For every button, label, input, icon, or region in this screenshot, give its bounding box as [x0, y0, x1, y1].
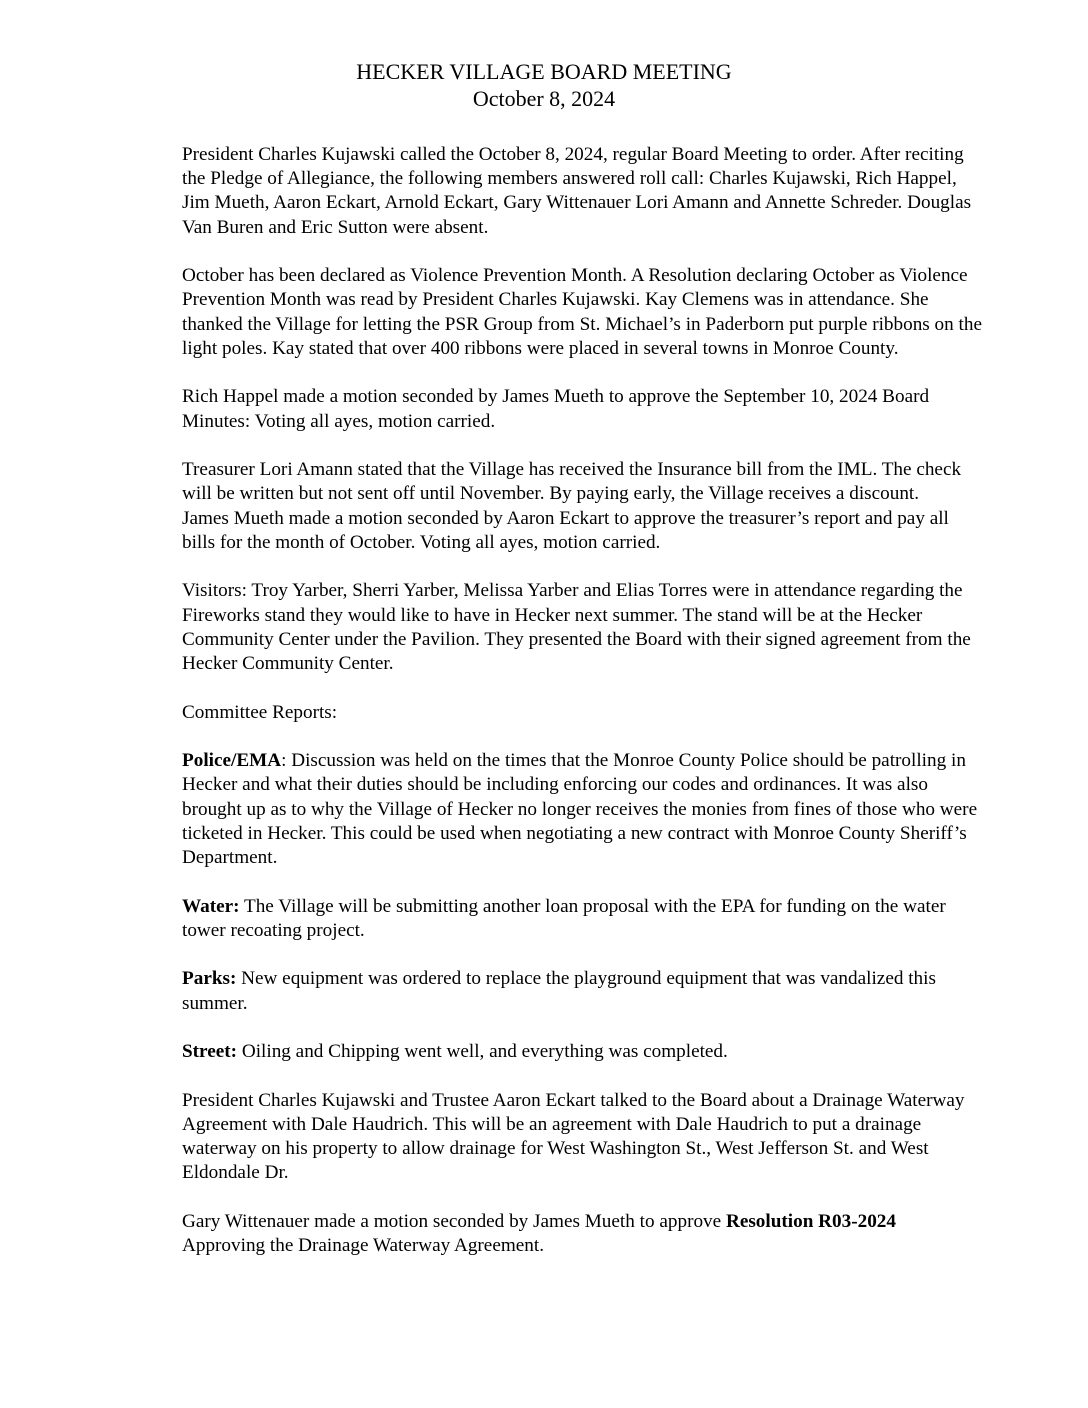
paragraph-water: [182, 895, 982, 943]
paragraph-minutes-approval: Rich Happel made a motion seconded by James Mueth to approve the September 10, 2024 Board Minutes: Voting all ayes, motion carried.: [182, 386, 930, 432]
water-label: Water:: [182, 895, 240, 917]
document-body: [182, 143, 982, 1283]
resolution-motion-end: Approving the Drainage Waterway Agreement.: [182, 1235, 545, 1257]
resolution-motion-text: Gary Wittenauer made a motion seconded by James Mueth to approve: [182, 1211, 726, 1232]
paragraph-treasurer: Treasurer Lori Amann stated that the Village has received the Insurance bill from the IML. The check will be written but not sent off until November. By paying early, the Village receives a discount.: [182, 459, 962, 505]
document-header: [0, 58, 1088, 112]
paragraph-resolution-motion: [182, 1210, 982, 1258]
paragraph-police-ema: [182, 749, 982, 870]
water-text: The Village will be submitting another loan proposal with the EPA for funding on the water tower recoating project.: [182, 895, 946, 941]
paragraph-street: [182, 1040, 982, 1064]
parks-text: New equipment was ordered to replace the playground equipment that was vandalized this summer.: [182, 968, 936, 1014]
paragraph-drainage-agreement: President Charles Kujawski and Trustee Aaron Eckart talked to the Board about a Drainage Waterway Agreement with Dale Haudrich. This will be an agreement with Dale Haudrich to put a drainage waterway on his property to allow drainage for West Washington St., West Jefferson St. and West Eldondale Dr.: [182, 1089, 965, 1184]
meeting-title: HECKER VILLAGE BOARD MEETING: [356, 59, 732, 84]
meeting-date: October 8, 2024: [472, 86, 616, 111]
police-ema-text: : Discussion was held on the times that the Monroe County Police should be patrolling in Hecker and what their duties should be including enforcing our codes and ordinances. It was also brought up as to why the Village of Hecker no longer receives the monies from fines of those who were ticketed in Hecker. This could be used when negotiating a new contract with Monroe County Sheriff’s Department.: [182, 750, 978, 869]
paragraph-violence-prevention: October has been declared as Violence Prevention Month. A Resolution declaring October as Violence Prevention Month was read by President Charles Kujawski. Kay Clemens was in attendance. She thanked the Village for letting the PSR Group from St. Michael’s in Paderborn put purple ribbons on the light poles. Kay stated that over 400 ribbons were placed in several towns in Monroe County.: [182, 265, 982, 359]
paragraph-visitors: Visitors: Troy Yarber, Sherri Yarber, Melissa Yarber and Elias Torres were in attendance regarding the Fireworks stand they would like to have in Hecker next summer. The stand will be at the Hecker Community Center under the Pavilion. They presented the Board with their signed agreement from the Hecker Community Center.: [182, 580, 971, 675]
paragraph-treasurer-motion: James Mueth made a motion seconded by Aaron Eckart to approve the treasurer’s report and pay all bills for the month of October. Voting all ayes, motion carried.: [182, 507, 949, 553]
paragraph-call-to-order: President Charles Kujawski called the October 8, 2024, regular Board Meeting to order. After reciting the Pledge of Allegiance, the following members answered roll call: Charles Kujawski, Rich Happel, Jim Mueth, Aaron Eckart, Arnold Eckart, Gary Wittenauer Lori Amann and Annette Schreder. Douglas Van Buren and Eric Sutton were absent.: [182, 144, 972, 238]
paragraph-parks: [182, 967, 982, 1015]
police-ema-label: Police/EMA: [182, 750, 282, 772]
street-label: Street:: [182, 1041, 238, 1063]
parks-label: Parks:: [182, 968, 237, 990]
street-text: Oiling and Chipping went well, and everything was completed.: [237, 1041, 728, 1063]
committee-reports-heading: Committee Reports:: [182, 701, 338, 723]
resolution-number: Resolution R03-2024: [725, 1211, 896, 1232]
